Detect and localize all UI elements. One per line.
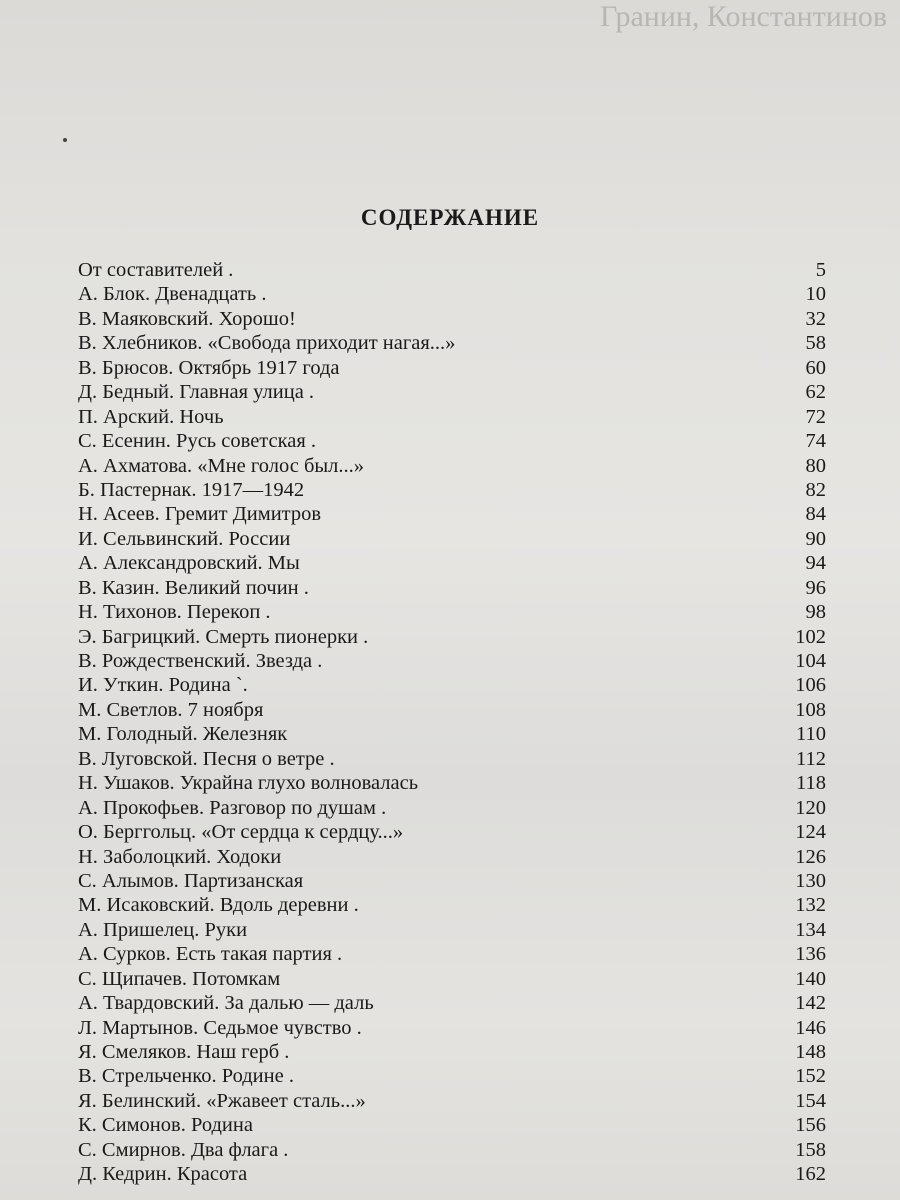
- faded-running-header: Гранин, Константинов: [600, 0, 888, 33]
- toc-entry: [78, 356, 826, 380]
- toc-entry: [78, 820, 826, 844]
- toc-page-number: 136: [795, 943, 826, 966]
- toc-entry: [78, 282, 826, 306]
- toc-page-number: 82: [805, 478, 826, 501]
- toc-entry-title: А. Ахматова. «Мне голос был...»: [78, 454, 370, 478]
- toc-entry: [78, 1162, 826, 1186]
- toc-entry: [78, 478, 826, 502]
- toc-entry: [78, 625, 826, 649]
- toc-page-number: 84: [805, 503, 826, 526]
- toc-page-number: 112: [796, 747, 826, 770]
- toc-entry-title: П. Арский. Ночь: [78, 405, 230, 429]
- toc-entry: [78, 649, 826, 673]
- toc-entry: [78, 502, 826, 526]
- toc-entry: [78, 673, 826, 697]
- toc-page-number: 162: [795, 1163, 826, 1186]
- toc-entry: [78, 527, 826, 551]
- toc-entry: [78, 991, 826, 1015]
- toc-entry-title: Н. Асеев. Гремит Димитров: [78, 502, 327, 526]
- toc-page-number: 120: [795, 796, 826, 819]
- toc-page-number: 140: [795, 967, 826, 990]
- toc-entry-title: Н. Тихонов. Перекоп .: [78, 600, 277, 624]
- toc-page-number: 130: [795, 869, 826, 892]
- toc-entry-title: А. Твардовский. За далью — даль: [78, 991, 380, 1015]
- toc-entry-title: А. Прокофьев. Разговор по душам .: [78, 796, 392, 820]
- toc-entry: [78, 405, 826, 429]
- toc-page-number: 90: [805, 527, 826, 550]
- toc-entry-title: В. Казин. Великий почин .: [78, 576, 315, 600]
- toc-entry-title: А. Александровский. Мы: [78, 551, 306, 575]
- toc-page-number: 126: [795, 845, 826, 868]
- toc-entry-title: В. Рождественский. Звезда .: [78, 649, 328, 673]
- toc-entry: [78, 771, 826, 795]
- toc-entry: [78, 576, 826, 600]
- toc-entry: [78, 967, 826, 991]
- toc-entry: [78, 331, 826, 355]
- toc-page-number: 148: [795, 1041, 826, 1063]
- toc-page-number: 146: [795, 1016, 826, 1039]
- page-title: СОДЕРЖАНИЕ: [360, 205, 540, 230]
- toc-entry-title: М. Светлов. 7 ноября: [78, 698, 269, 722]
- toc-page-number: 124: [795, 821, 826, 844]
- toc-page-number: 58: [805, 332, 826, 355]
- toc-page-number: 154: [795, 1089, 826, 1112]
- toc-entry: [78, 698, 826, 722]
- toc-entry: [78, 551, 826, 575]
- toc-entry: [78, 454, 826, 478]
- toc-page-number: 62: [805, 381, 826, 404]
- toc-page-number: 102: [795, 625, 826, 648]
- toc-entry-title: От составителей .: [78, 258, 239, 282]
- toc-entry: [78, 942, 826, 966]
- toc-page-number: 80: [805, 454, 826, 477]
- toc-page-number: 132: [795, 894, 826, 917]
- toc-entry-title: Д. Бедный. Главная улица .: [78, 380, 320, 404]
- toc-page-number: 72: [805, 405, 826, 428]
- toc-page-number: 10: [805, 283, 826, 306]
- toc-entry: [78, 380, 826, 404]
- toc-entry: [78, 1040, 826, 1064]
- toc-entry-title: А. Пришелец. Руки: [78, 918, 253, 942]
- toc-entry-title: В. Маяковский. Хорошо!: [78, 307, 302, 331]
- table-of-contents: [78, 258, 826, 1187]
- toc-entry-title: И. Уткин. Родина `.: [78, 673, 254, 697]
- toc-entry-title: В. Брюсов. Октябрь 1917 года: [78, 356, 346, 380]
- toc-entry: [78, 747, 826, 771]
- toc-page-number: 60: [805, 356, 826, 379]
- toc-page-number: 156: [795, 1114, 826, 1137]
- toc-entry: [78, 893, 826, 917]
- toc-entry-title: С. Алымов. Партизанская: [78, 869, 309, 893]
- toc-entry-title: В. Стрельченко. Родине .: [78, 1064, 300, 1088]
- toc-page-number: 94: [805, 552, 826, 575]
- toc-entry: [78, 1138, 826, 1162]
- toc-page-number: 74: [805, 430, 826, 453]
- toc-entry: [78, 600, 826, 624]
- toc-entry-title: Л. Мартынов. Седьмое чувство .: [78, 1016, 368, 1040]
- toc-entry: [78, 918, 826, 942]
- toc-page-number: 158: [795, 1138, 826, 1161]
- toc-entry: [78, 1016, 826, 1040]
- toc-entry: [78, 1113, 826, 1137]
- toc-page-number: 152: [795, 1065, 826, 1088]
- toc-entry-title: Б. Пастернак. 1917—1942: [78, 478, 310, 502]
- toc-entry-title: С. Смирнов. Два флага .: [78, 1138, 294, 1162]
- toc-entry: [78, 796, 826, 820]
- toc-entry-title: Д. Кедрин. Красота: [78, 1162, 253, 1186]
- toc-entry: [78, 722, 826, 746]
- toc-entry: [78, 845, 826, 869]
- toc-page-number: 142: [795, 992, 826, 1015]
- toc-entry-title: И. Сельвинский. России: [78, 527, 296, 551]
- toc-entry-title: Я. Белинский. «Ржавеет сталь...»: [78, 1089, 372, 1113]
- toc-page-number: 104: [795, 650, 826, 672]
- printed-dot-mark: [63, 138, 67, 142]
- toc-page-number: 106: [795, 674, 826, 697]
- toc-entry-title: Э. Багрицкий. Смерть пионерки .: [78, 625, 374, 649]
- toc-page-number: 32: [805, 307, 826, 330]
- toc-entry-title: А. Сурков. Есть такая партия .: [78, 942, 348, 966]
- toc-entry-title: О. Берггольц. «От сердца к сердцу...»: [78, 820, 409, 844]
- toc-entry-title: С. Щипачев. Потомкам: [78, 967, 286, 991]
- toc-entry-title: Я. Смеляков. Наш герб .: [78, 1040, 295, 1064]
- toc-entry-title: К. Симонов. Родина: [78, 1113, 259, 1137]
- toc-page-number: 110: [796, 723, 826, 746]
- toc-entry-title: Н. Ушаков. Украйна глухо волновалась: [78, 771, 424, 795]
- toc-entry: [78, 869, 826, 893]
- toc-entry-title: В. Хлебников. «Свобода приходит нагая...»: [78, 331, 461, 355]
- toc-page-number: 98: [805, 601, 826, 624]
- toc-entry-title: В. Луговской. Песня о ветре .: [78, 747, 341, 771]
- toc-entry-title: С. Есенин. Русь советская .: [78, 429, 322, 453]
- toc-page-number: 5: [815, 259, 826, 281]
- toc-page-number: 96: [805, 576, 826, 599]
- toc-entry: [78, 1089, 826, 1113]
- toc-entry: [78, 258, 826, 282]
- toc-entry-title: А. Блок. Двенадцать .: [78, 282, 272, 306]
- toc-entry: [78, 307, 826, 331]
- toc-page-number: 118: [796, 772, 826, 795]
- toc-entry-title: М. Исаковский. Вдоль деревни .: [78, 893, 365, 917]
- toc-entry-title: М. Голодный. Железняк: [78, 722, 293, 746]
- toc-entry: [78, 1064, 826, 1088]
- toc-entry-title: Н. Заболоцкий. Ходоки: [78, 845, 287, 869]
- toc-page-number: 108: [795, 698, 826, 721]
- toc-page-number: 134: [795, 918, 826, 941]
- toc-entry: [78, 429, 826, 453]
